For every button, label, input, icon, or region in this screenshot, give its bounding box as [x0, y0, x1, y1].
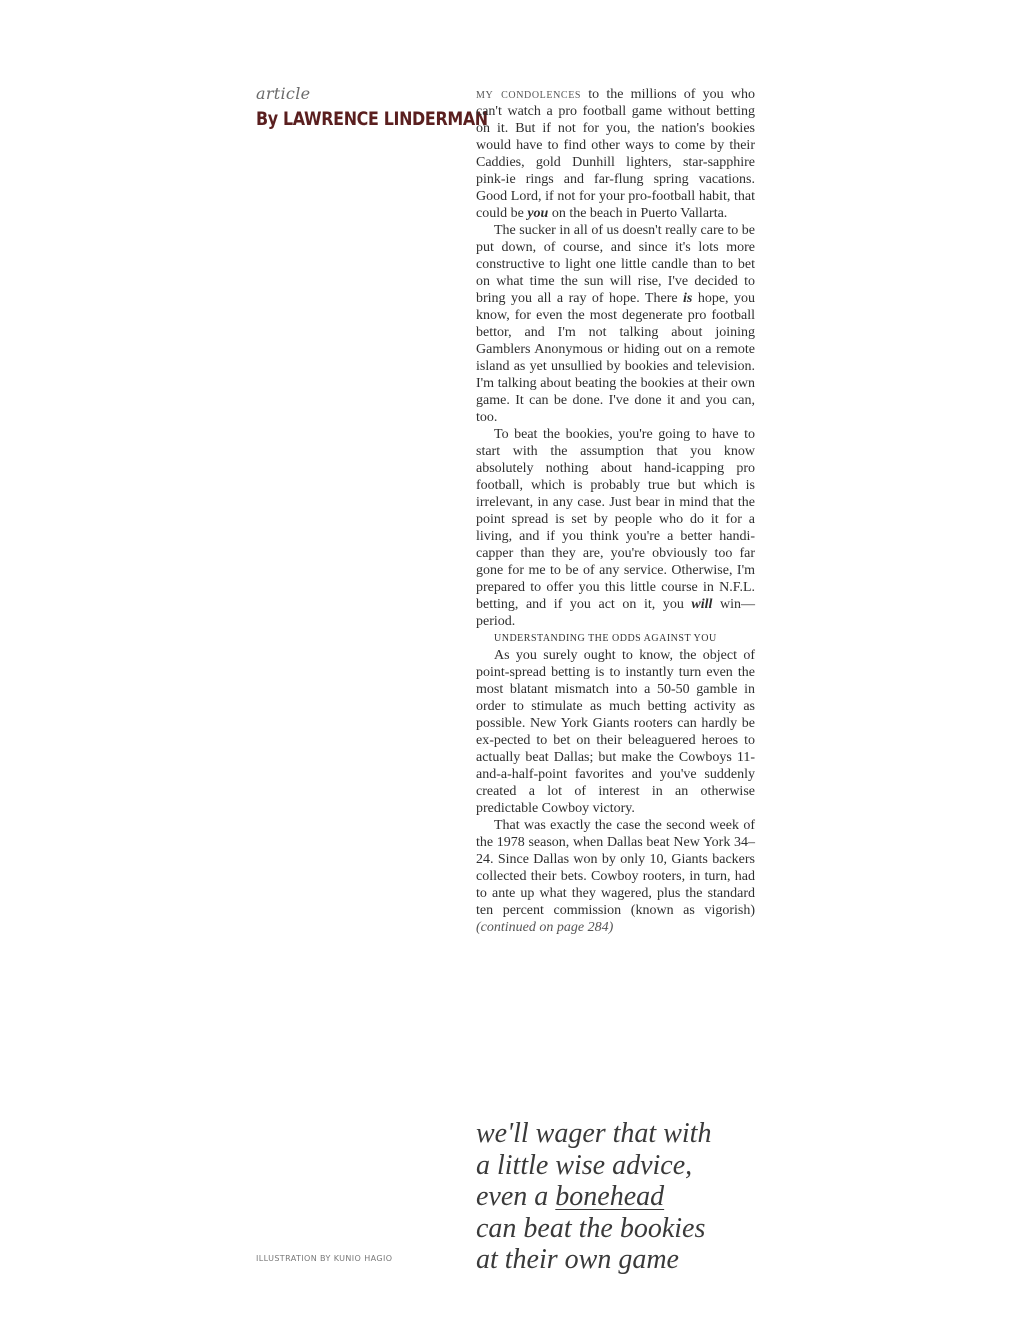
paragraph-3-text-b: win—period. — [476, 597, 756, 629]
author-byline: By LAWRENCE LINDERMAN — [256, 109, 488, 130]
lead-in: my condolences — [476, 87, 582, 102]
paragraph-3 — [476, 426, 755, 630]
paragraph-5-text: That was exactly the case the second week of the 1978 season, when Dallas beat New York 34–24. Since Dallas won by only 10, Giants backers collected their bets. Cowboy rooters, in turn, had to ante up what they wagered, plus the standard ten percent commission (known as vigorish) — [476, 818, 755, 918]
pull-quote-line-4: can beat the bookies — [476, 1212, 706, 1244]
illustration-credit: ILLUSTRATION BY KUNIO HAGIO — [256, 1254, 393, 1263]
paragraph-3-text-a: To beat the bookies, you're going to have to start with the assumption that you know absolutely nothing about hand-icapping pro football, which is probably true but which is irrelevant, in any case. Just bear in mind that the point spread is set by people who do it for a living, and if you think you're a better handi-capper than they are, you're obviously too far gone for me to be of any service. Otherwise, I'm prepared to offer you this little course in N.F.L. betting, and if you act on it, you — [476, 427, 755, 612]
paragraph-2 — [476, 222, 755, 426]
paragraph-5 — [476, 817, 755, 936]
paragraph-3-emphasis: will — [691, 597, 713, 612]
paragraph-1-text: to the millions of you who can't watch a pro football game without betting on it. But if not for you, the nation's bookies would have to find other ways to come by their Caddies, gold Dunhill lighters, star-sapphire pink-ie rings and far-flung spring vacations. Good Lord, if not for your pro-football habit, that could be — [476, 87, 755, 221]
paragraph-2-text-a: The sucker in all of us doesn't really care to be put down, of course, and since it's lots more constructive to light one little candle than to bet on what time the sun will rise, I've decided to bring you all a ray of hope. There — [476, 223, 755, 306]
paragraph-2-emphasis: is — [683, 291, 693, 306]
pull-quote-line-5: at their own game — [476, 1244, 679, 1275]
paragraph-4: As you surely ought to know, the object of point-spread betting is to instantly turn even the most blatant mismatch into a 50-50 gamble in order to stimulate as much betting activity as possible. New York Giants rooters can hardly be ex-pected to bet on their beleaguered heroes to actually beat Dallas; but make the Cowboys 11-and-a-half-point favorites and you've suddenly created a lot of interest in an otherwise predictable Cowboy victory. — [476, 648, 755, 816]
paragraph-1 — [476, 86, 755, 222]
paragraph-1-emphasis: you — [527, 206, 549, 221]
pull-quote-underlined-word: bonehead — [555, 1181, 665, 1212]
section-subhead: UNDERSTANDING THE ODDS AGAINST YOU — [494, 633, 717, 644]
pull-quote-line-3-text: even a — [476, 1181, 556, 1212]
section-kicker: article — [256, 84, 311, 103]
pull-quote-line-2: a little wise advice, — [476, 1149, 693, 1181]
paragraph-1-end: on the beach in Puerto Vallarta. — [548, 206, 728, 221]
paragraph-2-text-b: hope, you know, for even the most degenerate pro football bettor, and I'm not talking about joining Gamblers Anonymous or hiding out on a remote island as yet unsullied by bookies and television. I'm talking about beating the bookies at their own game. It can be done. I've done it and you can, too. — [476, 291, 755, 425]
article-body — [476, 86, 755, 936]
pull-quote — [476, 1118, 776, 1276]
pull-quote-line-1: we'll wager that with — [476, 1118, 712, 1149]
pull-quote-line-3 — [476, 1181, 776, 1213]
continued-note: (continued on page 284) — [476, 920, 614, 935]
